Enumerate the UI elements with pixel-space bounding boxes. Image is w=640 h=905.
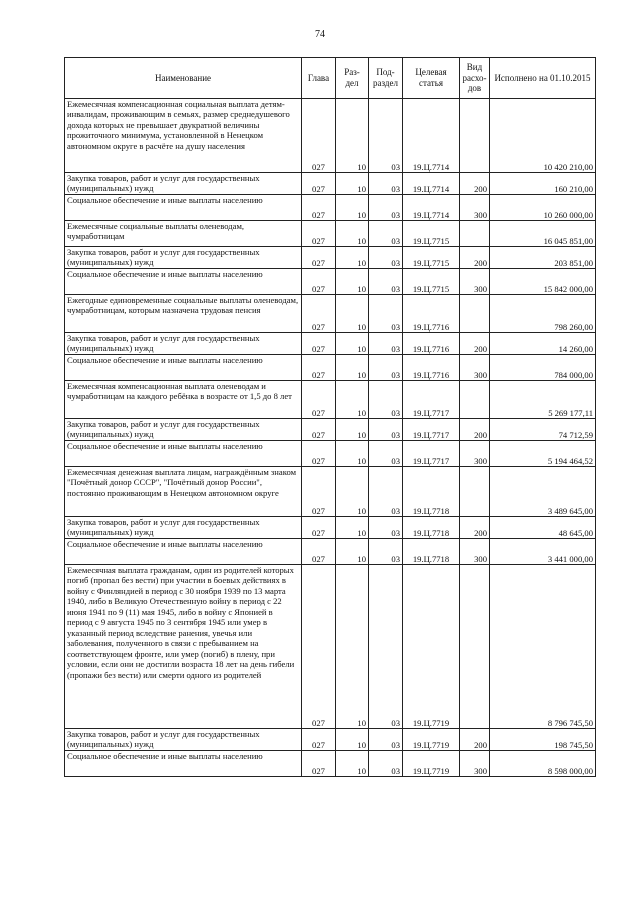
cell-target: 19.Ц.7714 (403, 195, 460, 221)
header-name: Наименование (65, 58, 302, 99)
cell-target: 19.Ц.7714 (403, 173, 460, 195)
header-target: Целевая статья (403, 58, 460, 99)
cell-expense-type (460, 381, 490, 419)
cell-subsection: 03 (369, 565, 403, 729)
page-number: 74 (315, 29, 325, 40)
cell-subsection: 03 (369, 441, 403, 467)
cell-subsection: 03 (369, 467, 403, 517)
table-row (65, 355, 596, 381)
cell-amount: 48 645,00 (490, 517, 596, 539)
cell-subsection: 03 (369, 269, 403, 295)
cell-section: 10 (336, 565, 369, 729)
cell-chapter: 027 (302, 295, 336, 333)
cell-expense-type: 300 (460, 751, 490, 777)
table-row (65, 467, 596, 517)
cell-section: 10 (336, 195, 369, 221)
cell-target: 19.Ц.7715 (403, 221, 460, 247)
table-row (65, 419, 596, 441)
cell-expense-type: 300 (460, 539, 490, 565)
cell-amount: 3 489 645,00 (490, 467, 596, 517)
cell-name: Закупка товаров, работ и услуг для государственных (муниципальных) нужд (65, 247, 302, 269)
cell-name: Ежемесячная компенсационная социальная выплата детям-инвалидам, проживающим в семьях, размер среднедушевого дохода которых не превышает двукратной величины прожиточного минимума, установленной в Ненецком автономном округе в расчёте на душу населения (65, 99, 302, 173)
cell-name: Закупка товаров, работ и услуг для государственных (муниципальных) нужд (65, 517, 302, 539)
table-row (65, 381, 596, 419)
table-row (65, 539, 596, 565)
budget-table (64, 57, 596, 777)
cell-chapter: 027 (302, 419, 336, 441)
cell-target: 19.Ц.7717 (403, 381, 460, 419)
cell-chapter: 027 (302, 539, 336, 565)
cell-target: 19.Ц.7718 (403, 539, 460, 565)
header-subsection: Под-раздел (369, 58, 403, 99)
table-row (65, 195, 596, 221)
cell-amount: 198 745,50 (490, 729, 596, 751)
cell-subsection: 03 (369, 419, 403, 441)
cell-section: 10 (336, 247, 369, 269)
cell-chapter: 027 (302, 333, 336, 355)
cell-expense-type: 300 (460, 269, 490, 295)
cell-amount: 784 000,00 (490, 355, 596, 381)
table-header-row (65, 58, 596, 99)
cell-section: 10 (336, 173, 369, 195)
cell-name: Ежегодные единовременные социальные выплаты оленеводам, чумработницам, которым назначена трудовая пенсия (65, 295, 302, 333)
table-row (65, 221, 596, 247)
cell-subsection: 03 (369, 355, 403, 381)
cell-name: Социальное обеспечение и иные выплаты населению (65, 539, 302, 565)
cell-target: 19.Ц.7715 (403, 247, 460, 269)
cell-subsection: 03 (369, 517, 403, 539)
cell-expense-type: 200 (460, 173, 490, 195)
cell-chapter: 027 (302, 269, 336, 295)
cell-amount: 8 598 000,00 (490, 751, 596, 777)
cell-expense-type (460, 565, 490, 729)
cell-name: Ежемесячная компенсационная выплата оленеводам и чумработницам на каждого ребёнка в возрасте от 1,5 до 8 лет (65, 381, 302, 419)
cell-subsection: 03 (369, 295, 403, 333)
cell-amount: 10 420 210,00 (490, 99, 596, 173)
cell-expense-type: 300 (460, 195, 490, 221)
table-row (65, 517, 596, 539)
cell-name: Закупка товаров, работ и услуг для государственных (муниципальных) нужд (65, 173, 302, 195)
cell-subsection: 03 (369, 99, 403, 173)
cell-target: 19.Ц.7718 (403, 517, 460, 539)
header-executed: Исполнено на 01.10.2015 (490, 58, 596, 99)
cell-subsection: 03 (369, 539, 403, 565)
cell-section: 10 (336, 419, 369, 441)
table-row (65, 441, 596, 467)
cell-expense-type (460, 295, 490, 333)
cell-expense-type: 200 (460, 247, 490, 269)
cell-section: 10 (336, 517, 369, 539)
cell-name: Ежемесячная выплата гражданам, один из родителей которых погиб (пропал без вести) при участии в боевых действиях в войну с Финляндией в период с 30 ноября 1939 по 13 марта 1940, либо в Великую Отечественную войну в период с 22 июня 1941 по 9 (11) мая 1945, либо в войну с Японией в период с 9 августа 1945 по 3 сентября 1945 или умер в указанный период вследствие ранения, увечья или заболевания, полученного в связи с пребыванием на соответствующем фронте, или умер (погиб) в плену, при условии, если они не достигли возраста 18 лет на день гибели (пропажи без вести) или смерти одного из родителей (65, 565, 302, 729)
cell-expense-type: 300 (460, 355, 490, 381)
cell-expense-type (460, 99, 490, 173)
cell-amount: 14 260,00 (490, 333, 596, 355)
cell-name: Социальное обеспечение и иные выплаты населению (65, 355, 302, 381)
table-row (65, 173, 596, 195)
table-row (65, 333, 596, 355)
cell-section: 10 (336, 729, 369, 751)
cell-chapter: 027 (302, 565, 336, 729)
cell-expense-type (460, 467, 490, 517)
cell-amount: 10 260 000,00 (490, 195, 596, 221)
cell-amount: 5 269 177,11 (490, 381, 596, 419)
cell-name: Социальное обеспечение и иные выплаты населению (65, 269, 302, 295)
cell-name: Социальное обеспечение и иные выплаты населению (65, 195, 302, 221)
cell-target: 19.Ц.7718 (403, 467, 460, 517)
cell-name: Социальное обеспечение и иные выплаты населению (65, 751, 302, 777)
cell-chapter: 027 (302, 441, 336, 467)
cell-expense-type: 300 (460, 441, 490, 467)
header-section: Раз-дел (336, 58, 369, 99)
cell-expense-type (460, 221, 490, 247)
cell-subsection: 03 (369, 751, 403, 777)
cell-subsection: 03 (369, 221, 403, 247)
cell-target: 19.Ц.7716 (403, 295, 460, 333)
cell-subsection: 03 (369, 729, 403, 751)
table-row (65, 269, 596, 295)
cell-expense-type: 200 (460, 333, 490, 355)
header-expense-type: Вид расхо-дов (460, 58, 490, 99)
cell-amount: 798 260,00 (490, 295, 596, 333)
cell-target: 19.Ц.7719 (403, 729, 460, 751)
cell-chapter: 027 (302, 381, 336, 419)
cell-expense-type: 200 (460, 419, 490, 441)
cell-section: 10 (336, 269, 369, 295)
table-row (65, 99, 596, 173)
cell-name: Ежемесячные социальные выплаты оленеводам, чумработницам (65, 221, 302, 247)
cell-name: Закупка товаров, работ и услуг для государственных (муниципальных) нужд (65, 333, 302, 355)
cell-chapter: 027 (302, 517, 336, 539)
cell-target: 19.Ц.7719 (403, 751, 460, 777)
cell-amount: 160 210,00 (490, 173, 596, 195)
cell-section: 10 (336, 467, 369, 517)
table-row (65, 729, 596, 751)
cell-chapter: 027 (302, 751, 336, 777)
cell-name: Закупка товаров, работ и услуг для государственных (муниципальных) нужд (65, 729, 302, 751)
cell-section: 10 (336, 295, 369, 333)
cell-section: 10 (336, 381, 369, 419)
cell-target: 19.Ц.7716 (403, 355, 460, 381)
cell-target: 19.Ц.7717 (403, 441, 460, 467)
cell-section: 10 (336, 221, 369, 247)
cell-amount: 203 851,00 (490, 247, 596, 269)
cell-section: 10 (336, 355, 369, 381)
cell-subsection: 03 (369, 195, 403, 221)
cell-name: Ежемесячная денежная выплата лицам, награждённым знаком "Почётный донор СССР", "Почётный донор России", постоянно проживающим в Ненецком автономном округе (65, 467, 302, 517)
cell-expense-type: 200 (460, 729, 490, 751)
cell-chapter: 027 (302, 221, 336, 247)
cell-chapter: 027 (302, 729, 336, 751)
cell-target: 19.Ц.7715 (403, 269, 460, 295)
cell-amount: 3 441 000,00 (490, 539, 596, 565)
table-row (65, 751, 596, 777)
cell-amount: 15 842 000,00 (490, 269, 596, 295)
cell-amount: 8 796 745,50 (490, 565, 596, 729)
table-row (65, 247, 596, 269)
cell-amount: 74 712,59 (490, 419, 596, 441)
cell-section: 10 (336, 751, 369, 777)
cell-subsection: 03 (369, 333, 403, 355)
cell-amount: 5 194 464,52 (490, 441, 596, 467)
cell-amount: 16 045 851,00 (490, 221, 596, 247)
cell-target: 19.Ц.7719 (403, 565, 460, 729)
cell-chapter: 027 (302, 355, 336, 381)
cell-chapter: 027 (302, 195, 336, 221)
cell-target: 19.Ц.7717 (403, 419, 460, 441)
table-body (65, 99, 596, 777)
cell-section: 10 (336, 333, 369, 355)
cell-name: Социальное обеспечение и иные выплаты населению (65, 441, 302, 467)
cell-target: 19.Ц.7714 (403, 99, 460, 173)
cell-target: 19.Ц.7716 (403, 333, 460, 355)
cell-chapter: 027 (302, 467, 336, 517)
cell-name: Закупка товаров, работ и услуг для государственных (муниципальных) нужд (65, 419, 302, 441)
cell-section: 10 (336, 441, 369, 467)
cell-chapter: 027 (302, 173, 336, 195)
table-row (65, 295, 596, 333)
cell-chapter: 027 (302, 99, 336, 173)
header-chapter: Глава (302, 58, 336, 99)
cell-expense-type: 200 (460, 517, 490, 539)
cell-chapter: 027 (302, 247, 336, 269)
cell-subsection: 03 (369, 247, 403, 269)
cell-section: 10 (336, 539, 369, 565)
cell-subsection: 03 (369, 173, 403, 195)
cell-section: 10 (336, 99, 369, 173)
cell-subsection: 03 (369, 381, 403, 419)
table-row (65, 565, 596, 729)
